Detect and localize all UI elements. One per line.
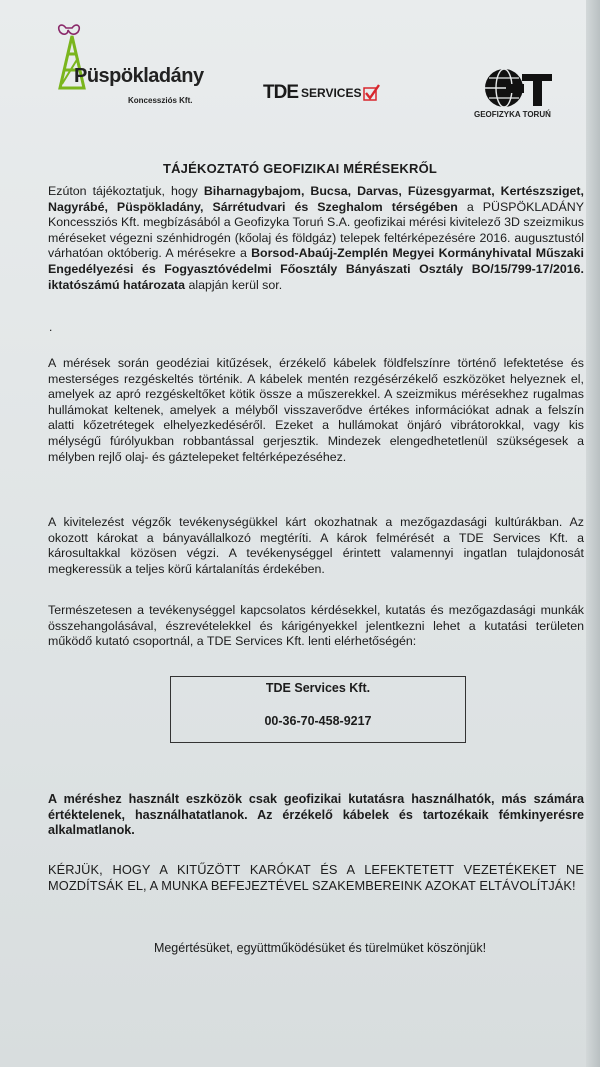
document-title: TÁJÉKOZTATÓ GEOFIZIKAI MÉRÉSEKRŐL (162, 161, 438, 176)
geofizyka-torun-logo (474, 66, 564, 126)
contact-company: TDE Services Kft. (265, 681, 371, 695)
contact-phone: 00-36-70-458-9217 (264, 714, 372, 728)
tde-services-logo (263, 80, 381, 106)
intro-locations: Biharnagybajom, Bucsa, Darvas, Füzesgyarmat, Kertészsziget, Nagyrábé, Püspökladány, Sárrétudvari és Szeghalom térségében (48, 184, 584, 214)
intro-paragraph (48, 184, 584, 293)
checkmark-icon (363, 84, 381, 102)
gt-globe-icon (480, 66, 558, 110)
logo-services-text: SERVICES (301, 86, 362, 100)
equipment-warning: A méréshez használt eszközök csak geofizikai kutatásra használhatók, más számára értéktelenek, használhatatlanok. Az érzékelő kábelek és tartozékaik fémkinyerésre alkalmatlanok. (48, 792, 584, 838)
request-notice: KÉRJÜK, HOGY A KITŰZÖTT KARÓKAT ÉS A LEFEKTETETT VEZETÉKEKET NE MOZDÍTSÁK EL, A MUNKA BEFEJEZTÉVEL SZAKEMBEREINK AZOKAT ELTÁVOLÍTJÁK! (48, 862, 584, 893)
logo-subtitle-koncesszios: Koncessziós Kft. (128, 96, 193, 105)
contact-box (170, 676, 466, 743)
logo-name-puspokladany: Püspökladány (74, 65, 204, 87)
stray-dot: . (49, 320, 53, 334)
logo-geofizyka-text: GEOFIZYKA TORUŃ (474, 110, 551, 119)
thanks-line: Megértésüket, együttműködésüket és türelmüket köszönjük! (153, 941, 487, 955)
intro-text-e: alapján kerül sor. (185, 277, 283, 292)
contact-info-paragraph: Természetesen a tevékenységgel kapcsolatos kérdésekkel, kutatás és mezőgazdasági munkák összehangolásával, észrevételekkel és kárigényekkel jelentkezni lehet a kutatási területen működő kutató csoportnál, a TDE Services Kft. lenti elérhetőségén: (48, 603, 584, 649)
damages-paragraph: A kivitelezést végzők tevékenységükkel kárt okozhatnak a mezőgazdasági kultúrákban. Az okozott károkat a bányavállalkozó megtéríti. A károk felmérését a TDE Services Kft. a károsultakkal közösen végzi. A tevékenységgel érintett valamennyi ingatlan tulajdonosát megkeressük a teljes körű kártalanítás érdekében. (48, 515, 584, 576)
intro-text-a: Ezúton tájékoztatjuk, hogy (48, 184, 204, 198)
intro-text-c: a PÜSPÖKLADÁNY Koncessziós Kft. megbízásából a Geofizyka Toruń S.A. geofizikai mérési kivitelező 3D szeizmikus méréseket végezni szénhidrogén (kőolaj és földgáz) telepek feltérképezésére 2016. augusztustól várhatóan októberig. A mérésekre a (48, 199, 584, 261)
puspokladany-logo (48, 18, 204, 113)
logo-tde-text: TDE (263, 82, 298, 103)
measurement-paragraph: A mérések során geodéziai kitűzések, érzékelő kábelek földfelszínre történő lefektetése és mesterséges rezgéskeltés történik. A kábelek mentén rezgésérzékelő eszközöket helyeznek el, amelyek az apró rezgéskeltőket kötik össze a műszerekkel. A szeizmikus mérésekhez rugalmas hullámokat keltenek, amelyek a mélyből visszaverődve értékes információkat adnak a felszín alatti kőzetrétegek elhelyezkedéséről. Ezeket a hullámokat önjáró vibrátorokkal, vagy kis mélységű fúrólyukban robbantással gerjesztik. Mindezek elengedhetetlenül szükségesek a mélyben rejlő olaj- és gáztelepeket feltérképezéséhez. (48, 356, 584, 464)
intro-authority: Borsod-Abaúj-Zemplén Megyei Kormányhivatal Műszaki Engedélyezési és Fogyasztóvédelmi Főosztály Bányászati Osztály BO/15/799-17/2016. iktatószámú határozata (48, 246, 584, 292)
